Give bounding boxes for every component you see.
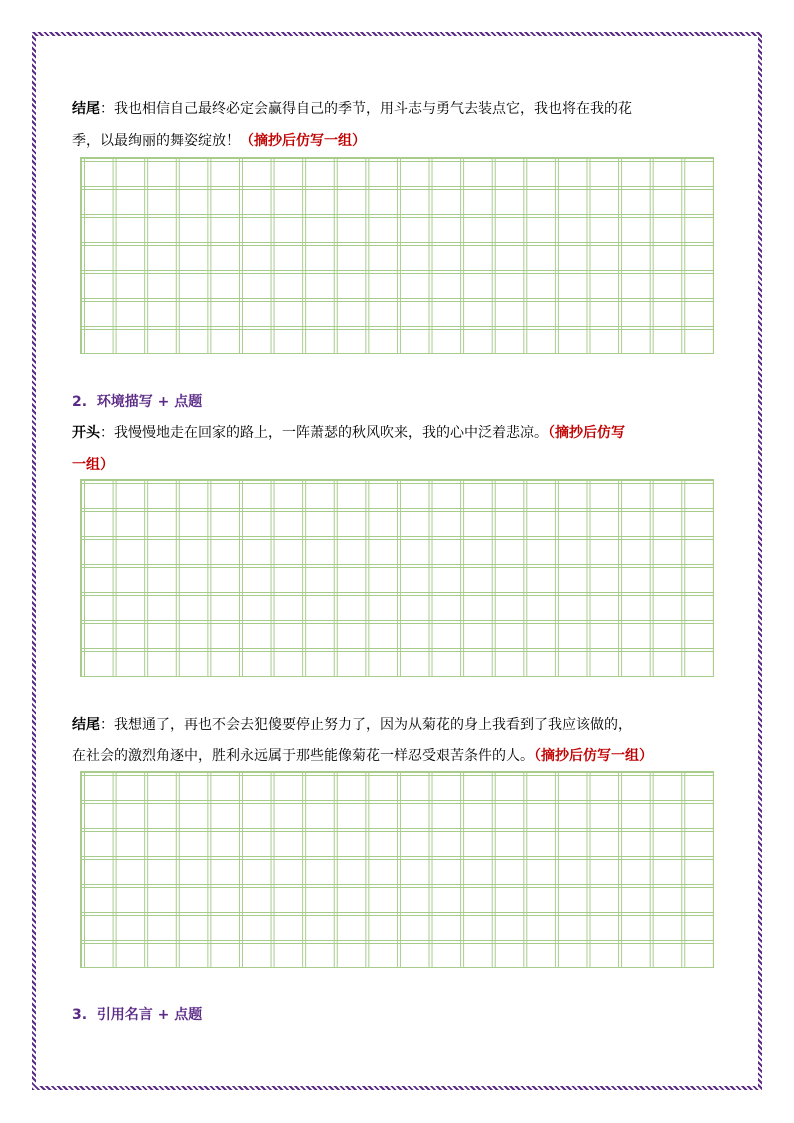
ending-text-cont: 季，以最绚丽的舞姿绽放！	[72, 133, 240, 149]
section1-ending-line1	[72, 100, 732, 118]
writing-grid-3[interactable]	[80, 771, 714, 968]
copy-instruction: （摘抄后仿写	[548, 425, 625, 441]
ending-label: 结尾	[72, 717, 100, 733]
section2-ending-line2	[72, 747, 732, 765]
opening-label: 开头	[72, 425, 100, 441]
ending-text: ：我想通了，再也不会去犯傻要停止努力了，因为从菊花的身上我看到了我应该做的，	[100, 717, 632, 733]
copy-instruction: （摘抄后仿写一组）	[534, 748, 653, 764]
copy-instruction: （摘抄后仿写一组）	[240, 133, 366, 149]
ending-text-cont: 在社会的激烈角逐中，胜利永远属于那些能像菊花一样忍受艰苦条件的人。	[72, 748, 534, 764]
section2-opening-line2	[72, 456, 732, 474]
writing-grid-1[interactable]	[80, 157, 714, 354]
writing-grid-2[interactable]	[80, 479, 714, 677]
section-number: 3.	[72, 1007, 88, 1023]
section2-heading	[72, 393, 202, 411]
section-number: 2.	[72, 394, 88, 410]
section-title: 引用名言 + 点题	[96, 1007, 203, 1023]
section1-ending-line2	[72, 132, 732, 150]
copy-instruction-cont: 一组）	[72, 457, 114, 473]
section2-opening-line1	[72, 424, 732, 442]
section2-ending-line1	[72, 716, 732, 734]
section-title: 环境描写 + 点题	[96, 394, 203, 410]
opening-text: ：我慢慢地走在回家的路上，一阵萧瑟的秋风吹来，我的心中泛着悲凉。	[100, 425, 548, 441]
ending-label: 结尾	[72, 101, 100, 117]
ending-text: ：我也相信自己最终必定会赢得自己的季节，用斗志与勇气去装点它，我也将在我的花	[100, 101, 632, 117]
section3-heading	[72, 1006, 202, 1024]
